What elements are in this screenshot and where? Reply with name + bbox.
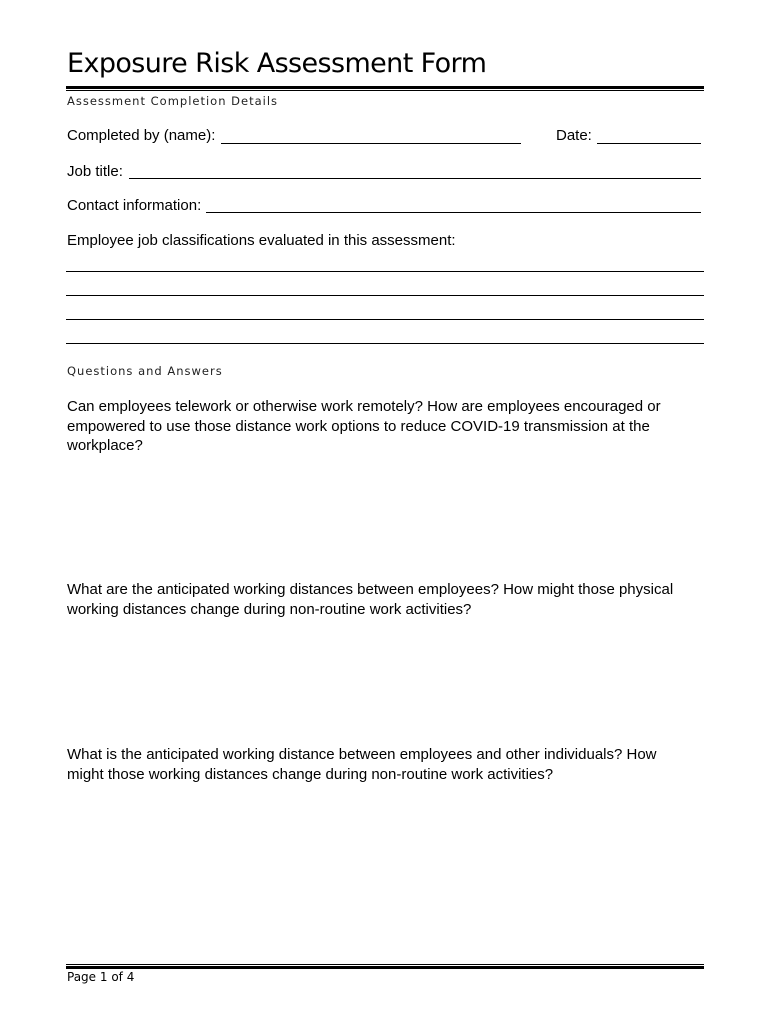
job-title-label: Job title: — [67, 163, 123, 180]
job-classifications-line-2[interactable] — [66, 295, 704, 296]
completion-section-heading: Assessment Completion Details — [67, 94, 279, 108]
job-title-field[interactable] — [129, 178, 701, 179]
question-telework: Can employees telework or otherwise work remotely? How are employees encouraged or empowered to use those distance work options to reduce COVID-19 transmission at the workplace? — [67, 398, 661, 454]
job-classifications-line-1[interactable] — [66, 271, 704, 272]
completed-by-label: Completed by (name): — [67, 127, 216, 144]
question-employee-distances: What are the anticipated working distances between employees? How might those physical working distances change during non-routine work activities? — [67, 581, 674, 618]
question-other-individual-distances: What is the anticipated working distance between employees and other individuals? How might those working distances change during non-routine work activities? — [67, 746, 657, 783]
job-classifications-line-4[interactable] — [66, 343, 704, 344]
date-field[interactable] — [597, 143, 701, 144]
job-classifications-line-3[interactable] — [66, 319, 704, 320]
date-label: Date: — [556, 127, 592, 144]
job-classifications-label: Employee job classifications evaluated in this assessment: — [67, 232, 456, 249]
page-number: Page 1 of 4 — [67, 970, 135, 984]
title-divider-thick — [66, 86, 704, 89]
footer-divider-thin — [66, 964, 704, 965]
completed-by-field[interactable] — [221, 143, 521, 144]
contact-information-field[interactable] — [206, 212, 701, 213]
contact-information-label: Contact information: — [67, 197, 202, 214]
title-divider-thin — [66, 90, 704, 91]
qa-section-heading: Questions and Answers — [67, 364, 223, 378]
page-title: Exposure Risk Assessment Form — [67, 48, 487, 79]
footer-divider-thick — [66, 966, 704, 969]
